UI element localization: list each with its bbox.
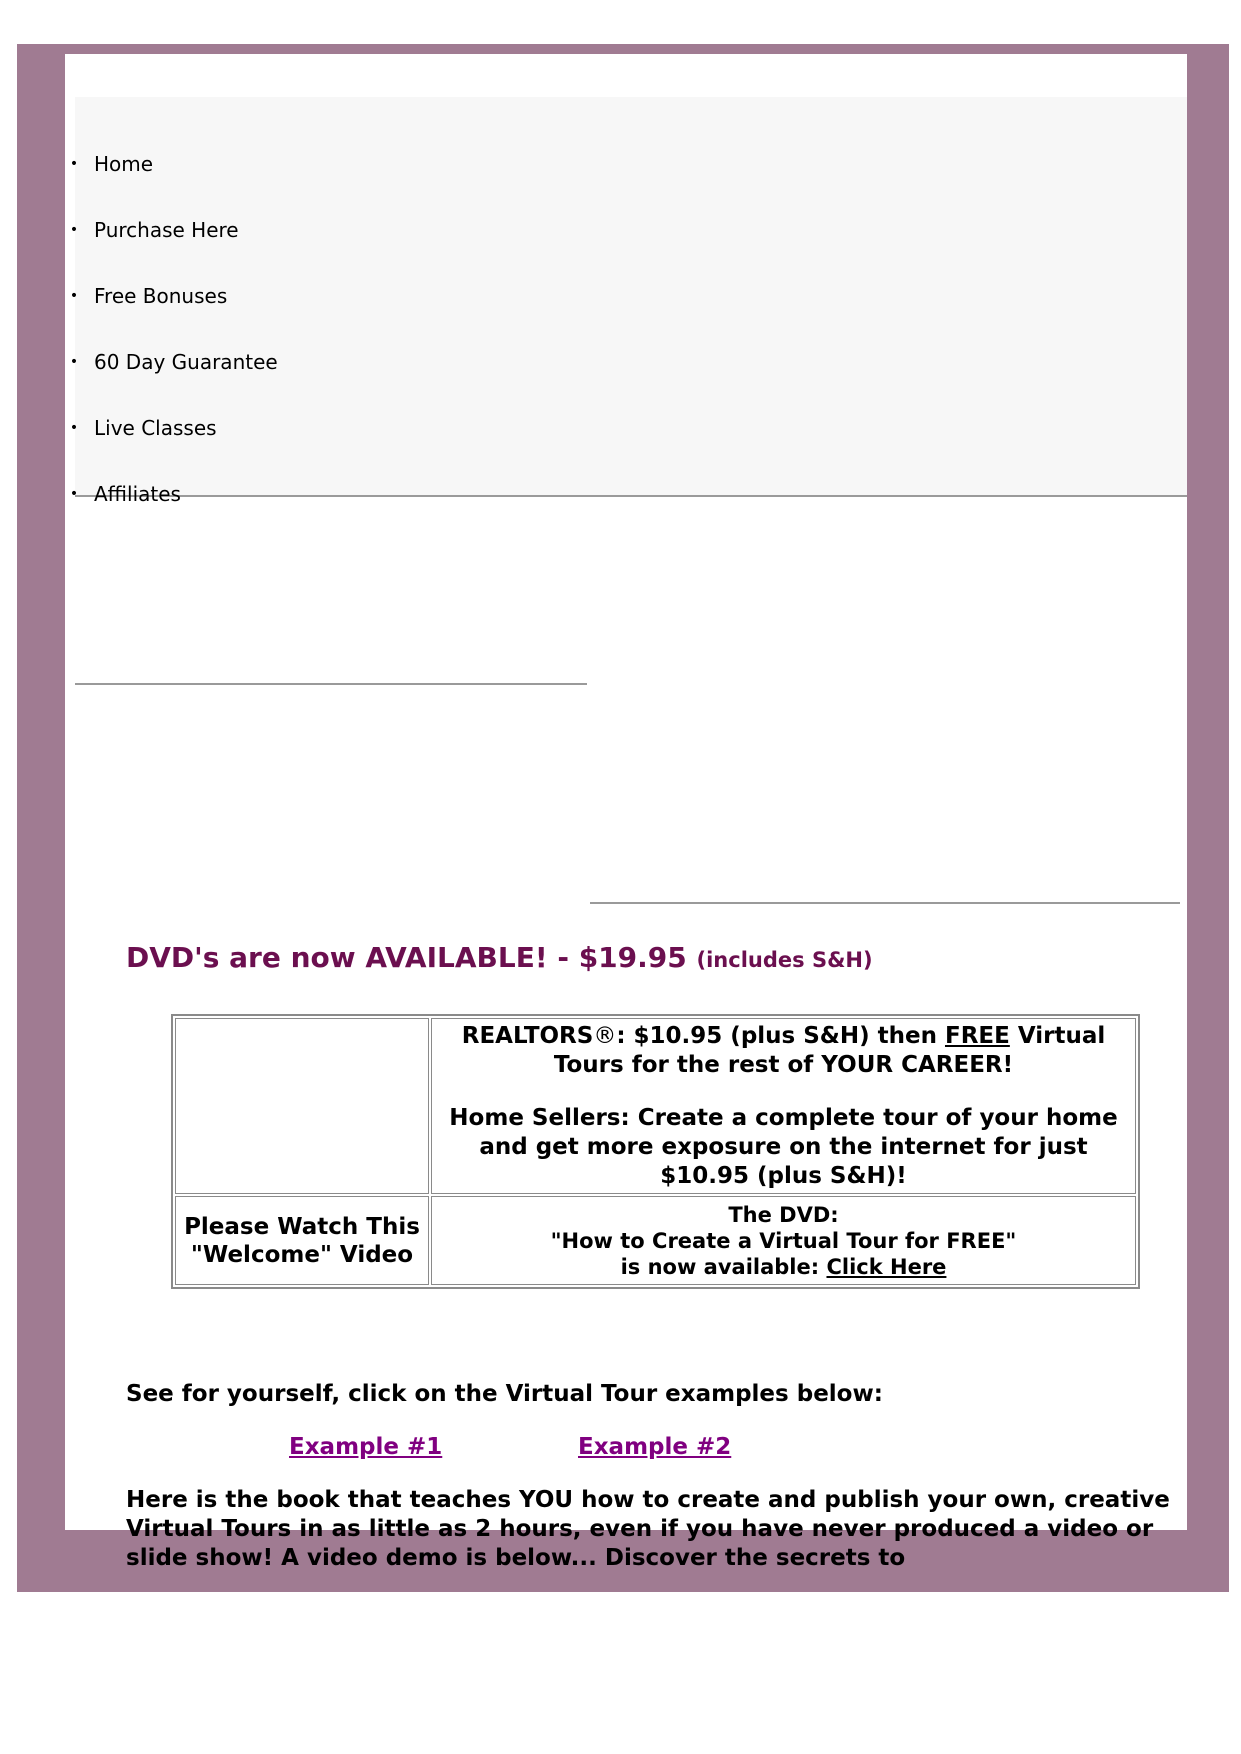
bullet-icon: • — [69, 354, 79, 370]
promo-table — [171, 1014, 1140, 1289]
nav-link-guarantee[interactable]: 60 Day Guarantee — [94, 350, 278, 374]
bullet-icon: • — [69, 486, 79, 502]
example-1-link[interactable]: Example #1 — [289, 1434, 443, 1460]
nav-link-purchase[interactable]: Purchase Here — [94, 218, 239, 242]
promo-image-cell — [175, 1018, 429, 1194]
welcome-video-cell[interactable] — [175, 1196, 429, 1285]
dvd-headline — [126, 938, 873, 980]
divider-right — [590, 902, 1180, 904]
watch-line-1: Please Watch This — [184, 1213, 420, 1240]
bullet-icon: • — [69, 420, 79, 436]
example-2-link[interactable]: Example #2 — [578, 1434, 732, 1460]
headline-note: (includes S&H) — [696, 948, 873, 972]
nav-link-free-bonuses[interactable]: Free Bonuses — [94, 284, 228, 308]
dvd-info-cell — [431, 1196, 1136, 1285]
bullet-icon: • — [69, 288, 79, 304]
nav-link-affiliates[interactable]: Affiliates — [94, 482, 181, 506]
dvd-line-1: The DVD: — [728, 1202, 839, 1227]
nav-link-home[interactable]: Home — [94, 152, 154, 176]
headline-main: DVD's are now AVAILABLE! - $19.95 — [126, 941, 687, 974]
intro-paragraph: Here is the book that teaches YOU how to create and publish your own, creative Virtual Tours in as little as 2 hours, even if you have never produced a video or slide show! A video demo is below... Discover the secrets to — [126, 1487, 1170, 1571]
registered-mark: ® — [593, 1022, 617, 1049]
watch-line-2: "Welcome" Video — [190, 1241, 414, 1268]
dvd-click-here-link[interactable]: Click Here — [826, 1254, 947, 1279]
examples-intro: See for yourself, click on the Virtual Tour examples below: — [126, 1381, 883, 1407]
dvd-line-3: is now available: — [620, 1254, 827, 1279]
realtors-label: REALTORS — [461, 1022, 594, 1049]
divider-left — [75, 683, 587, 685]
realtors-offer — [438, 1022, 1129, 1080]
page-content — [65, 54, 1187, 1571]
promo-offer-cell — [431, 1018, 1136, 1194]
bullet-icon: • — [69, 156, 79, 172]
main-nav — [69, 97, 1187, 506]
realtors-price: : $10.95 (plus S&H) then — [616, 1022, 945, 1049]
free-text: FREE — [944, 1022, 1010, 1049]
nav-link-live-classes[interactable]: Live Classes — [94, 416, 217, 440]
bullet-icon: • — [69, 222, 79, 238]
dvd-line-2: "How to Create a Virtual Tour for FREE" — [550, 1228, 1017, 1253]
sellers-offer: Home Sellers: Create a complete tour of your home and get more exposure on the internet for just $10.95 (plus S&H)! — [449, 1104, 1118, 1189]
realtors-suffix: Virtual Tours for the rest of YOUR CAREER! — [553, 1022, 1106, 1078]
